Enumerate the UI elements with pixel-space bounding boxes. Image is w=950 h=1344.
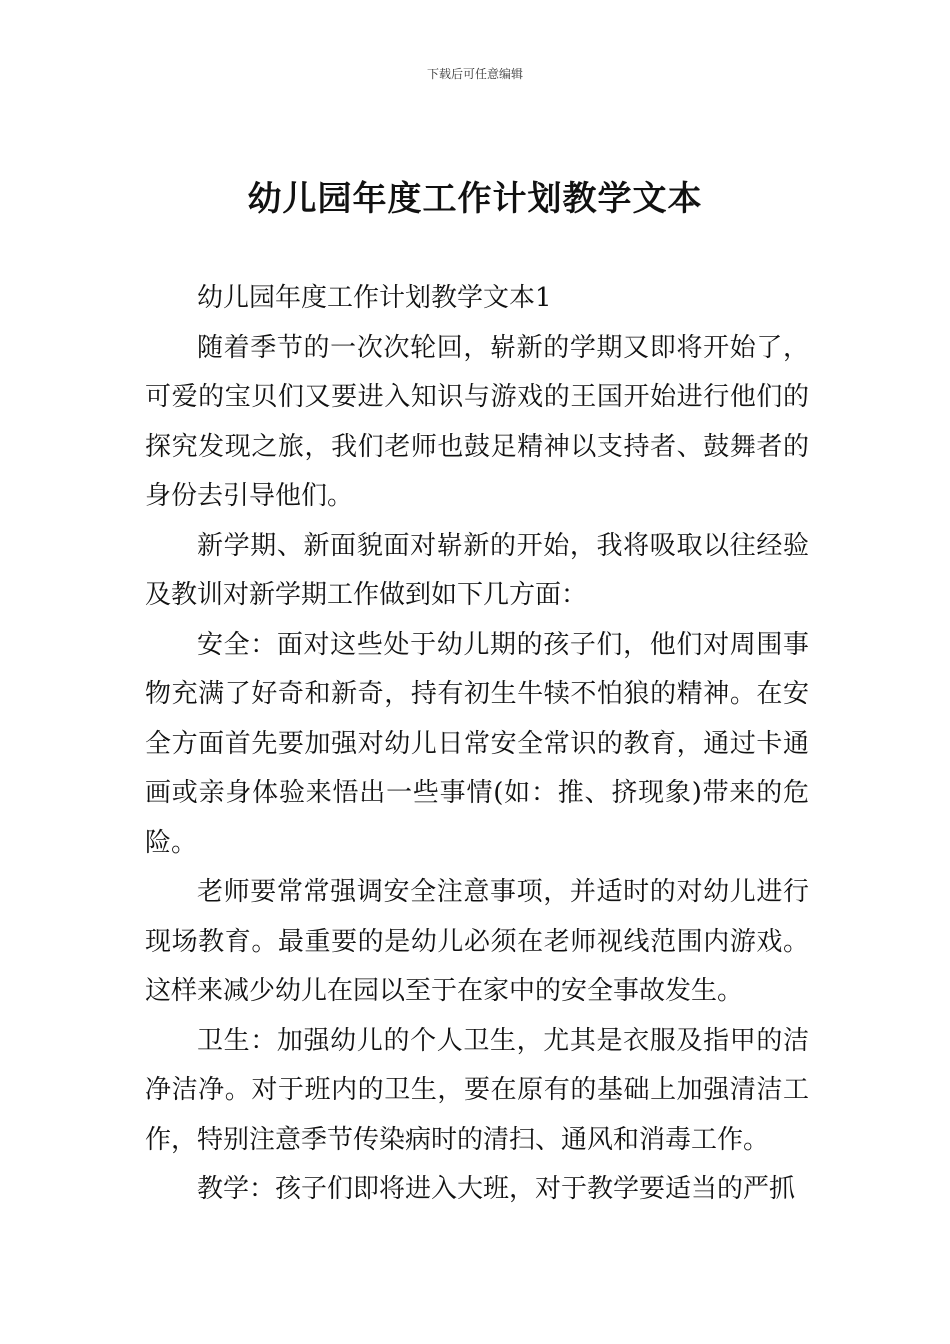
paragraph-hygiene: 卫生：加强幼儿的个人卫生，尤其是衣服及指甲的洁净洁净。对于班内的卫生，要在原有的基础上加强清洁工作，特别注意季节传染病时的清扫、通风和消毒工作。 <box>145 1025 809 1155</box>
paragraph-teaching: 教学：孩子们即将进入大班，对于教学要适当的严抓 <box>197 1174 796 1204</box>
paragraph: 随着季节的一次次轮回，崭新的学期又即将开始了，可爱的宝贝们又要进入知识与游戏的王国开始进行他们的探究发现之旅，我们老师也鼓足精神以支持者、鼓舞者的身份去引导他们。 <box>145 332 809 511</box>
paragraph: 老师要常常强调安全注意事项，并适时的对幼儿进行现场教育。最重要的是幼儿必须在老师视线范围内游戏。这样来减少幼儿在园以至于在家中的安全事故发生。 <box>145 877 809 1006</box>
header-note: 下载后可任意编辑 <box>426 67 523 81</box>
paragraph-safety: 安全：面对这些处于幼儿期的孩子们，他们对周围事物充满了好奇和新奇，持有初生牛犊不怕狼的精神。在安全方面首先要加强对幼儿日常安全常识的教育，通过卡通画或亲身体验来悟出一些事情(如：推、挤现象)带来的危险。 <box>145 629 809 858</box>
paragraph-subtitle: 幼儿园年度工作计划教学文本1 <box>197 283 552 313</box>
page-title: 幼儿园年度工作计划教学文本 <box>247 179 703 219</box>
paragraph: 新学期、新面貌面对崭新的开始，我将吸取以往经验及教训对新学期工作做到如下几方面： <box>145 530 809 610</box>
body-text <box>145 274 809 1215</box>
